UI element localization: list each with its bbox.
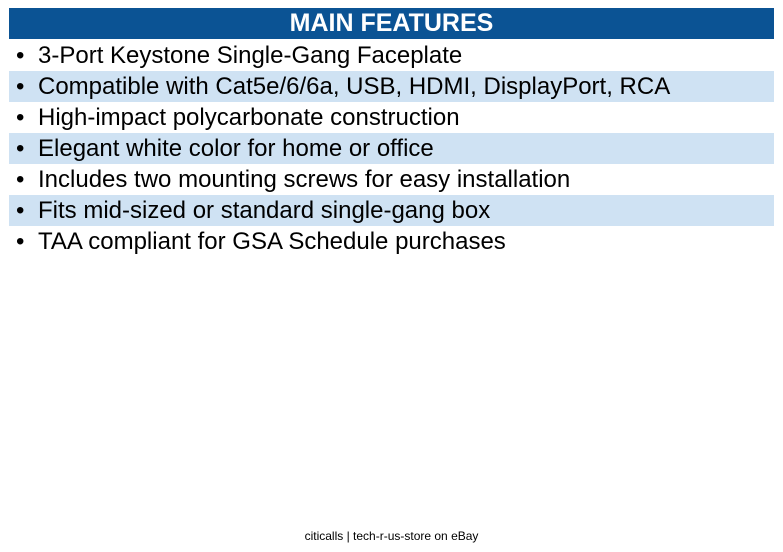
bullet-icon: • bbox=[16, 166, 25, 193]
bullet-icon: • bbox=[16, 73, 25, 100]
feature-item bbox=[9, 164, 774, 195]
feature-text: Elegant white color for home or office bbox=[38, 135, 434, 162]
features-header: MAIN FEATURES bbox=[9, 8, 774, 39]
feature-item bbox=[9, 133, 774, 164]
feature-item bbox=[9, 226, 774, 257]
feature-text: Includes two mounting screws for easy installation bbox=[38, 166, 571, 193]
footer-credit: citicalls | tech-r-us-store on eBay bbox=[304, 529, 479, 543]
bullet-icon: • bbox=[16, 42, 25, 69]
bullet-icon: • bbox=[16, 135, 25, 162]
feature-item bbox=[9, 195, 774, 226]
feature-text: TAA compliant for GSA Schedule purchases bbox=[38, 228, 506, 255]
features-list bbox=[9, 40, 774, 257]
feature-text: 3-Port Keystone Single-Gang Faceplate bbox=[38, 42, 463, 69]
feature-item bbox=[9, 40, 774, 71]
feature-text: Fits mid-sized or standard single-gang box bbox=[38, 197, 491, 224]
feature-text: Compatible with Cat5e/6/6a, USB, HDMI, DisplayPort, RCA bbox=[38, 73, 671, 100]
bullet-icon: • bbox=[16, 228, 25, 255]
feature-item bbox=[9, 71, 774, 102]
feature-item bbox=[9, 102, 774, 133]
feature-text: High-impact polycarbonate construction bbox=[38, 104, 460, 131]
bullet-icon: • bbox=[16, 104, 25, 131]
bullet-icon: • bbox=[16, 197, 25, 224]
